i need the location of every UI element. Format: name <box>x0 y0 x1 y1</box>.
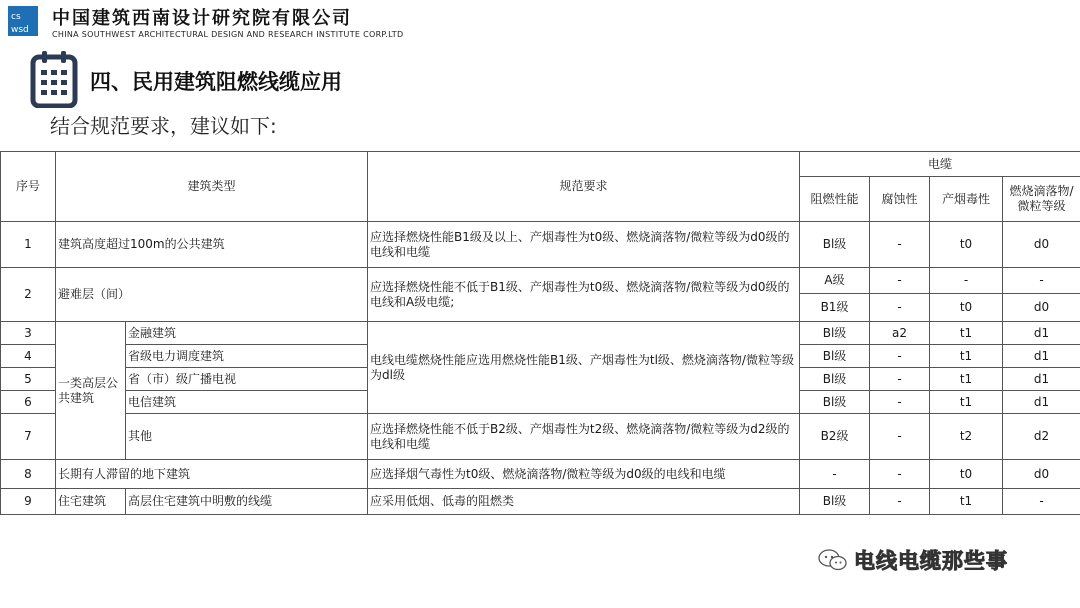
table-row <box>1 489 1080 515</box>
watermark-text: 电线电缆那些事 <box>854 549 1008 573</box>
cell-drip: d0 <box>1003 460 1080 489</box>
cell-flame: Bl级 <box>800 368 870 391</box>
header-flame: 阻燃性能 <box>800 177 870 222</box>
cell-toxicity: t0 <box>930 460 1003 489</box>
header-requirement: 规范要求 <box>368 152 800 222</box>
cell-corrosion: - <box>870 345 930 368</box>
cell-no: 9 <box>1 489 56 515</box>
cell-group-req: 电线电缆燃烧性能应选用燃烧性能B1级、产烟毒性为tl级、燃烧滴落物/微粒等级为dl级 <box>368 322 800 414</box>
cell-no: 4 <box>1 345 56 368</box>
cell-flame: B1级 <box>800 294 870 322</box>
cell-req: 应采用低烟、低毒的阻燃类 <box>368 489 800 515</box>
header-no: 序号 <box>1 152 56 222</box>
cell-drip: d0 <box>1003 222 1080 268</box>
wechat-icon <box>818 549 848 571</box>
cell-type: 建筑高度超过100m的公共建筑 <box>56 222 368 268</box>
cell-no: 3 <box>1 322 56 345</box>
cell-flame: Bl级 <box>800 322 870 345</box>
cell-toxicity: t0 <box>930 222 1003 268</box>
cell-flame: Bl级 <box>800 345 870 368</box>
spec-table <box>0 151 1080 515</box>
cell-corrosion: - <box>870 391 930 414</box>
cell-group-label: 一类高层公共建筑 <box>56 322 126 460</box>
company-logo <box>8 6 38 36</box>
cell-no: 2 <box>1 268 56 322</box>
calendar-icon <box>30 50 78 108</box>
table-row <box>1 414 1080 460</box>
cell-toxicity: t1 <box>930 322 1003 345</box>
cell-toxicity: t1 <box>930 391 1003 414</box>
cell-type: 金融建筑 <box>126 322 368 345</box>
cell-toxicity: t1 <box>930 368 1003 391</box>
cell-drip: d1 <box>1003 391 1080 414</box>
svg-text:cs: cs <box>11 12 21 22</box>
cell-type: 省级电力调度建筑 <box>126 345 368 368</box>
cell-corrosion: - <box>870 294 930 322</box>
cell-toxicity: t1 <box>930 345 1003 368</box>
header-building-type: 建筑类型 <box>56 152 368 222</box>
cell-no: 6 <box>1 391 56 414</box>
cell-flame: B2级 <box>800 414 870 460</box>
header-toxicity: 产烟毒性 <box>930 177 1003 222</box>
cell-no: 1 <box>1 222 56 268</box>
cell-no: 5 <box>1 368 56 391</box>
cell-no: 8 <box>1 460 56 489</box>
cell-type: 电信建筑 <box>126 391 368 414</box>
cell-no: 7 <box>1 414 56 460</box>
cell-flame: A级 <box>800 268 870 294</box>
section-title: 四、民用建筑阻燃线缆应用 <box>90 70 342 94</box>
intro-text: 结合规范要求，建议如下: <box>50 114 277 138</box>
cell-drip: d2 <box>1003 414 1080 460</box>
org-name-cn: 中国建筑西南设计研究院有限公司 <box>52 8 352 29</box>
cell-corrosion: - <box>870 460 930 489</box>
header-corrosion: 腐蚀性 <box>870 177 930 222</box>
cell-corrosion: a2 <box>870 322 930 345</box>
org-name-en: CHINA SOUTHWEST ARCHITECTURAL DESIGN AND RESEARCH INSTITUTE CORP.LTD <box>52 30 404 39</box>
cell-flame: Bl级 <box>800 391 870 414</box>
table-row <box>1 322 1080 345</box>
cell-type: 住宅建筑 <box>56 489 126 515</box>
cell-drip: d1 <box>1003 345 1080 368</box>
header-drip: 燃烧滴落物/微粒等级 <box>1003 177 1080 222</box>
cell-flame: Bl级 <box>800 489 870 515</box>
cell-flame: Bl级 <box>800 222 870 268</box>
cell-type: 长期有人滞留的地下建筑 <box>56 460 368 489</box>
cell-type-sub: 高层住宅建筑中明敷的线缆 <box>126 489 368 515</box>
table-row <box>1 222 1080 268</box>
cell-drip: d1 <box>1003 368 1080 391</box>
cell-drip: - <box>1003 489 1080 515</box>
cell-toxicity: - <box>930 268 1003 294</box>
cell-toxicity: t1 <box>930 489 1003 515</box>
cell-drip: - <box>1003 268 1080 294</box>
cell-flame: - <box>800 460 870 489</box>
cell-type: 省（市）级广播电视 <box>126 368 368 391</box>
cell-toxicity: t2 <box>930 414 1003 460</box>
cell-req: 应选择燃烧性能不低于B1级、产烟毒性为t0级、燃烧滴落物/微粒等级为d0级的电线和A级电缆; <box>368 268 800 322</box>
cell-type: 避难层（间） <box>56 268 368 322</box>
cell-req: 应选择烟气毒性为t0级、燃烧滴落物/微粒等级为d0级的电线和电缆 <box>368 460 800 489</box>
cell-corrosion: - <box>870 222 930 268</box>
cell-corrosion: - <box>870 414 930 460</box>
svg-text:wsd: wsd <box>11 25 29 35</box>
header-cable: 电缆 <box>800 152 1080 177</box>
cell-toxicity: t0 <box>930 294 1003 322</box>
table-row <box>1 460 1080 489</box>
cell-req: 应选择燃烧性能不低于B2级、产烟毒性为t2级、燃烧滴落物/微粒等级为d2级的电线和电缆 <box>368 414 800 460</box>
header-row <box>1 152 1080 177</box>
cell-corrosion: - <box>870 489 930 515</box>
cell-req: 应选择燃烧性能B1级及以上、产烟毒性为t0级、燃烧滴落物/微粒等级为d0级的电线和电缆 <box>368 222 800 268</box>
cell-drip: d1 <box>1003 322 1080 345</box>
cell-corrosion: - <box>870 368 930 391</box>
table-row <box>1 268 1080 294</box>
cell-type: 其他 <box>126 414 368 460</box>
watermark <box>818 545 1008 575</box>
cell-corrosion: - <box>870 268 930 294</box>
cell-drip: d0 <box>1003 294 1080 322</box>
